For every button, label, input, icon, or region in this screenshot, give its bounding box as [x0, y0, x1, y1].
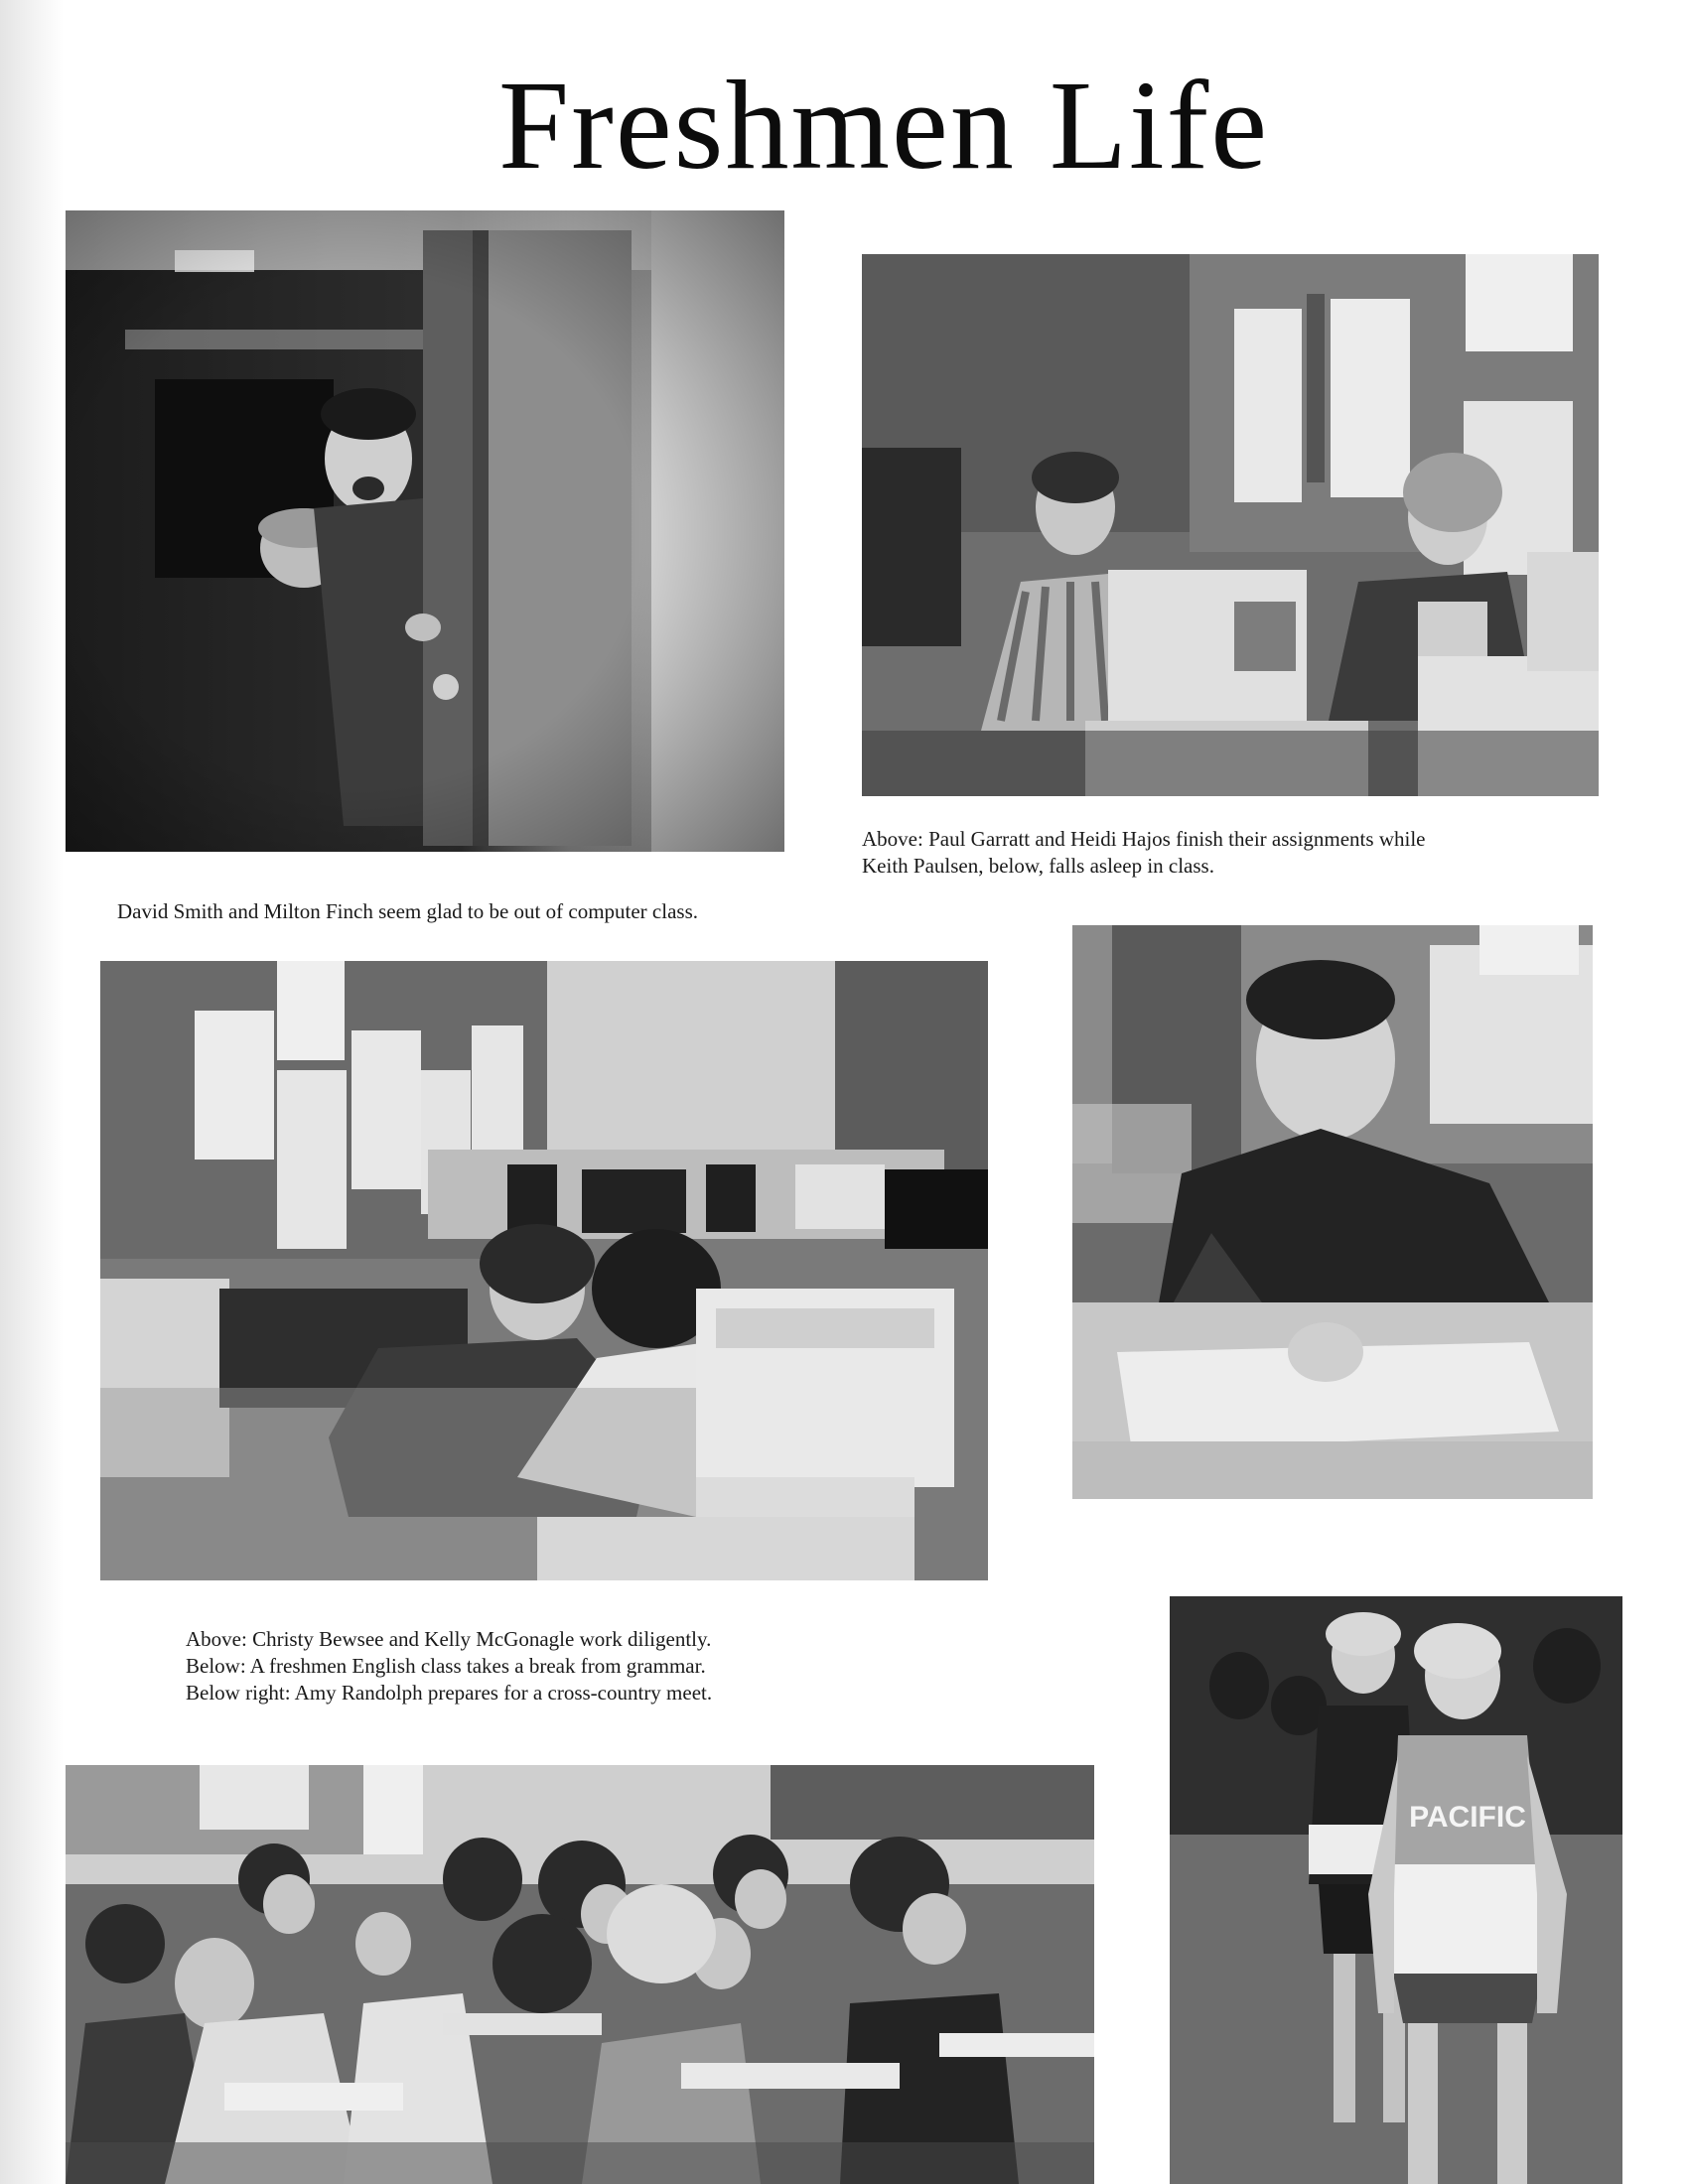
- page-title: Freshmen Life: [498, 55, 1269, 196]
- caption-line: David Smith and Milton Finch seem glad to be out of computer class.: [117, 899, 698, 923]
- caption-line: Keith Paulsen, below, falls asleep in class.: [862, 854, 1214, 878]
- caption-group: [186, 1626, 901, 1706]
- caption-line: Above: Paul Garratt and Heidi Hajos finish their assignments while: [862, 827, 1426, 851]
- jersey-text: PACIFIC: [1409, 1801, 1526, 1834]
- caption-line: Below right: Amy Randolph prepares for a cross-country meet.: [186, 1681, 713, 1705]
- caption-computer-lab: [862, 826, 1599, 880]
- photo-english-class: [66, 1765, 1094, 2184]
- caption-doorway: [117, 898, 812, 925]
- photo-computer-pair: [100, 961, 988, 1580]
- page-edge: [0, 0, 64, 2184]
- caption-line: Above: Christy Bewsee and Kelly McGonagle work diligently.: [186, 1627, 712, 1651]
- photo-computer-lab: [862, 254, 1599, 796]
- photo-doorway: [66, 210, 784, 852]
- photo-reading-student: [1072, 925, 1593, 1499]
- photo-cross-country: [1170, 1596, 1622, 2184]
- caption-line: Below: A freshmen English class takes a break from grammar.: [186, 1654, 706, 1678]
